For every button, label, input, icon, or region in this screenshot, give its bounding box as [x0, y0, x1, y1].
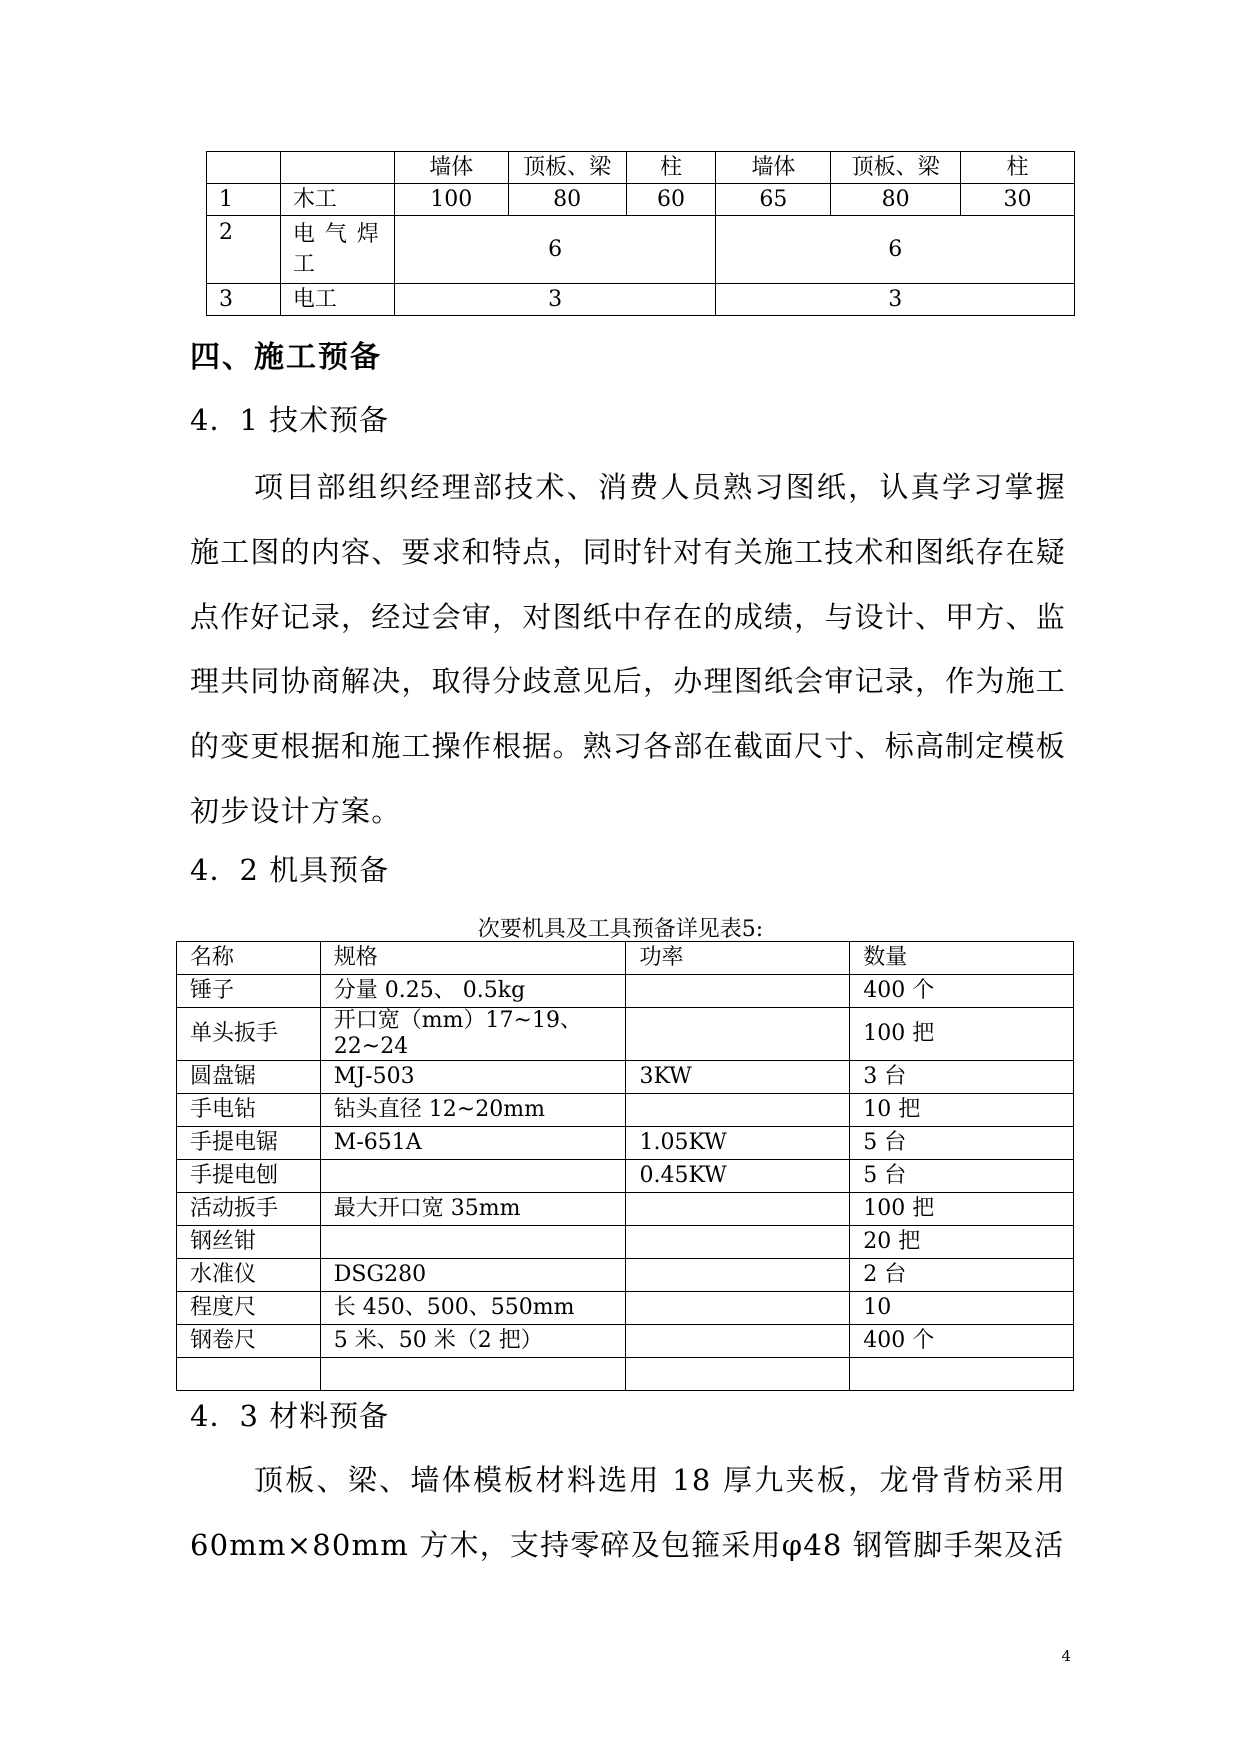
table-cell: 长 450、500、550mm	[320, 1292, 626, 1325]
table-cell: 2	[207, 216, 281, 284]
table-cell	[850, 1358, 1074, 1391]
table-cell: 手电钻	[177, 1094, 321, 1127]
table-row	[207, 152, 1075, 184]
labor-table	[206, 151, 1075, 316]
paragraph: 顶板、梁、墙体模板材料选用 18 厚九夹板，龙骨背枋采用 60mm×80mm 方木，支持零碎及包箍采用φ48 钢管脚手架及活	[190, 1463, 1066, 1562]
table-row	[177, 1193, 1074, 1226]
table-cell: 30	[961, 184, 1075, 216]
table-row	[207, 184, 1075, 216]
table-cell	[320, 1358, 626, 1391]
equipment-table	[176, 941, 1074, 1391]
table-cell: 柱	[961, 152, 1075, 184]
table-caption: 次要机具及工具预备详见表5:	[477, 917, 764, 942]
table-cell	[320, 1226, 626, 1259]
table-row	[177, 1127, 1074, 1160]
table-cell: 墙体	[394, 152, 508, 184]
section-heading: 四、施工预备	[190, 340, 382, 375]
table-cell: 规格	[320, 942, 626, 975]
table-cell	[280, 152, 394, 184]
table-cell: 钢丝钳	[177, 1226, 321, 1259]
subsection-heading: 4．3 材料预备	[190, 1399, 390, 1433]
table-cell: 0.45KW	[626, 1160, 850, 1193]
table-cell	[177, 1358, 321, 1391]
table-cell: 1	[207, 184, 281, 216]
table-cell	[626, 1292, 850, 1325]
table-cell: 单头扳手	[177, 1008, 321, 1061]
table-cell: 20 把	[850, 1226, 1074, 1259]
table-cell: 柱	[626, 152, 716, 184]
table-row	[177, 1259, 1074, 1292]
table-cell	[626, 1193, 850, 1226]
table-cell: 电工	[280, 284, 394, 316]
table-cell: 手提电刨	[177, 1160, 321, 1193]
paragraph: 项目部组织经理部技术、消费人员熟习图纸，认真学习掌握施工图的内容、要求和特点，同时针对有关施工技术和图纸存在疑点作好记录，经过会审，对图纸中存在的成绩，与设计、甲方、监理共同协商解决，取得分歧意见后，办理图纸会审记录，作为施工的变更根据和施工操作根据。熟习各部在截面尺寸、标高制定模板初步设计方案。	[190, 470, 1066, 828]
table-cell: 1.05KW	[626, 1127, 850, 1160]
table-cell: 5 台	[850, 1127, 1074, 1160]
table-cell	[626, 1358, 850, 1391]
table-cell: 圆盘锯	[177, 1061, 321, 1094]
table-row	[177, 1292, 1074, 1325]
table-cell: 6	[716, 216, 1075, 284]
table-cell: 钻头直径 12~20mm	[320, 1094, 626, 1127]
equipment-table-body	[177, 942, 1074, 1391]
table-cell: 程度尺	[177, 1292, 321, 1325]
table-row	[177, 1160, 1074, 1193]
table-cell: 电气焊工	[280, 216, 394, 284]
table-cell	[626, 1259, 850, 1292]
table-cell: 锤子	[177, 975, 321, 1008]
table-cell: 400 个	[850, 1325, 1074, 1358]
table-row	[177, 1061, 1074, 1094]
table-cell: 钢卷尺	[177, 1325, 321, 1358]
table-cell: 开口宽（mm）17~19、22~24	[320, 1008, 626, 1061]
table-cell	[207, 152, 281, 184]
table-row	[177, 1008, 1074, 1061]
table-cell: 顶板、梁	[508, 152, 626, 184]
table-cell: 手提电锯	[177, 1127, 321, 1160]
table-cell: 5 米、50 米（2 把）	[320, 1325, 626, 1358]
table-cell	[626, 975, 850, 1008]
table-cell	[626, 1094, 850, 1127]
table-cell: 名称	[177, 942, 321, 975]
table-cell: 100 把	[850, 1193, 1074, 1226]
subsection-heading: 4．1 技术预备	[190, 403, 390, 437]
table-cell	[320, 1160, 626, 1193]
table-header-row	[177, 942, 1074, 975]
table-row	[207, 284, 1075, 316]
table-cell: M-651A	[320, 1127, 626, 1160]
table-cell: 60	[626, 184, 716, 216]
table-cell: DSG280	[320, 1259, 626, 1292]
table-cell: 木工	[280, 184, 394, 216]
table-cell: MJ-503	[320, 1061, 626, 1094]
table-cell: 数量	[850, 942, 1074, 975]
subsection-heading: 4．2 机具预备	[190, 853, 390, 887]
table-cell: 2 台	[850, 1259, 1074, 1292]
table-cell: 400 个	[850, 975, 1074, 1008]
table-cell: 3	[207, 284, 281, 316]
table-row	[177, 1358, 1074, 1391]
table-cell: 3 台	[850, 1061, 1074, 1094]
table-row	[207, 216, 1075, 284]
table-cell: 10	[850, 1292, 1074, 1325]
table-cell: 65	[716, 184, 831, 216]
page-number: 4	[1061, 1647, 1071, 1665]
table-cell: 分量 0.25、 0.5kg	[320, 975, 626, 1008]
table-cell	[626, 1226, 850, 1259]
table-cell: 水准仪	[177, 1259, 321, 1292]
table-row	[177, 1325, 1074, 1358]
table-cell: 80	[508, 184, 626, 216]
table-cell: 80	[831, 184, 961, 216]
table-cell: 活动扳手	[177, 1193, 321, 1226]
table-cell: 功率	[626, 942, 850, 975]
table-cell: 100	[394, 184, 508, 216]
table-row	[177, 1094, 1074, 1127]
table-cell	[626, 1008, 850, 1061]
table-cell: 顶板、梁	[831, 152, 961, 184]
table-cell: 3	[716, 284, 1075, 316]
table-row	[177, 1226, 1074, 1259]
table-cell: 6	[394, 216, 716, 284]
table-cell	[626, 1325, 850, 1358]
table-cell: 墙体	[716, 152, 831, 184]
table-row	[177, 975, 1074, 1008]
table-cell: 10 把	[850, 1094, 1074, 1127]
table-cell: 5 台	[850, 1160, 1074, 1193]
table-cell: 3KW	[626, 1061, 850, 1094]
table-cell: 最大开口宽 35mm	[320, 1193, 626, 1226]
table-cell: 3	[394, 284, 716, 316]
table-cell: 100 把	[850, 1008, 1074, 1061]
